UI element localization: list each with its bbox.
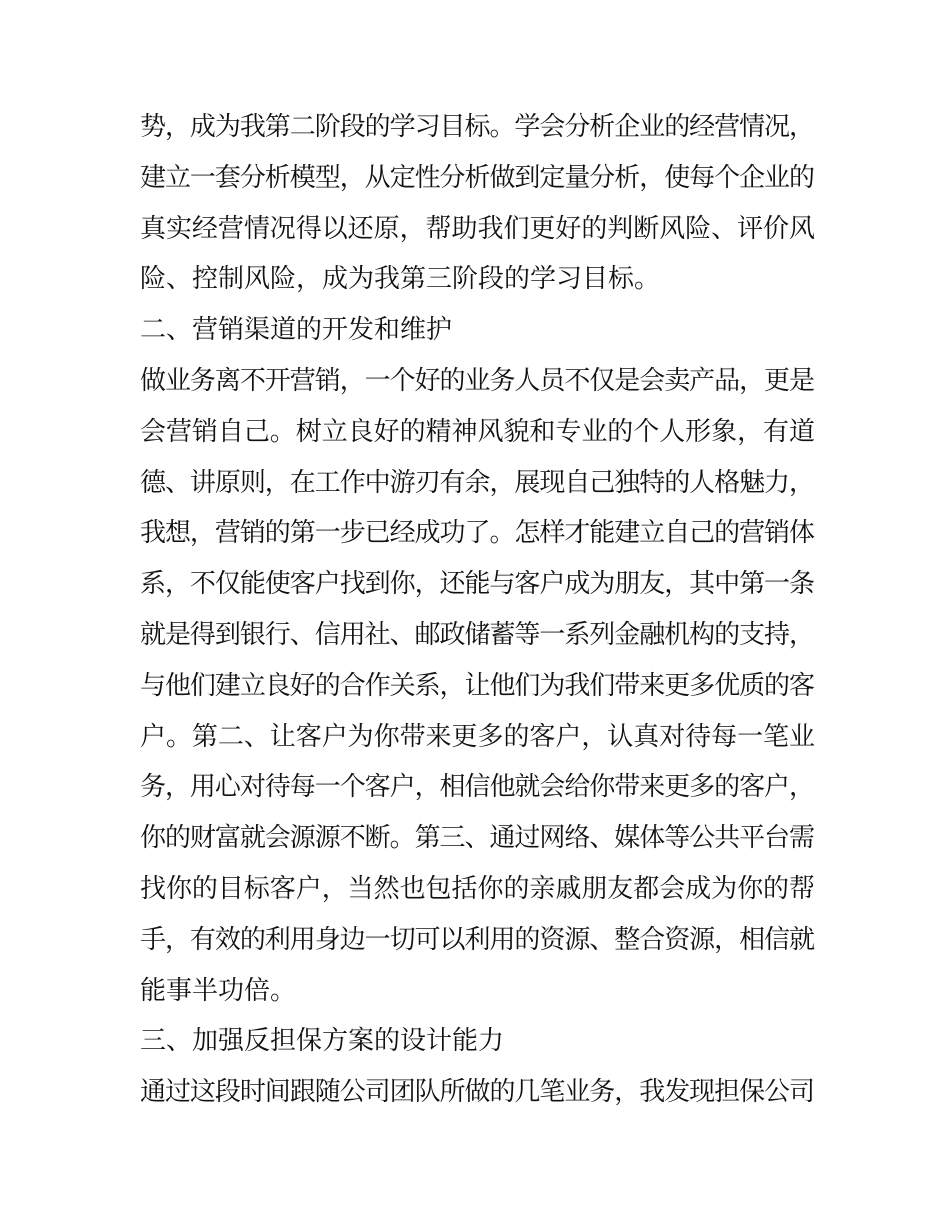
text-line: 务，用心对待每一个客户，相信他就会给你带来更多的客户， [140,772,814,803]
text-line: 三、加强反担保方案的设计能力 [140,1026,505,1057]
text-line: 我想，营销的第一步已经成功了。怎样才能建立自己的营销体 [140,518,814,549]
text-line: 你的财富就会源源不断。第三、通过网络、媒体等公共平台需 [140,823,814,854]
text-line: 德、讲原则，在工作中游刃有余，展现自己独特的人格魅力， [140,467,814,498]
text-line: 会营销自己。树立良好的精神风貌和专业的个人形象，有道 [140,416,815,447]
text-line: 二、营销渠道的开发和维护 [140,315,453,346]
text-line: 就是得到银行、信用社、邮政储蓄等一系列金融机构的支持， [140,619,814,650]
text-line: 与他们建立良好的合作关系，让他们为我们带来更多优质的客 [140,670,814,701]
text-line: 能事半功倍。 [140,975,297,1006]
text-line: 系，不仅能使客户找到你，还能与客户成为朋友，其中第一条 [140,569,814,600]
text-line: 真实经营情况得以还原，帮助我们更好的判断风险、评价风 [140,213,815,244]
text-line: 做业务离不开营销，一个好的业务人员不仅是会卖产品，更是 [140,365,814,396]
body-text [140,102,815,1118]
text-line: 手，有效的利用身边一切可以利用的资源、整合资源，相信就 [140,924,814,955]
text-line: 势，成为我第二阶段的学习目标。学会分析企业的经营情况， [140,112,814,142]
text-line: 险、控制风险，成为我第三阶段的学习目标。 [140,264,661,295]
text-line: 户。第二、让客户为你带来更多的客户，认真对待每一笔业 [140,721,815,752]
text-line: 建立一套分析模型，从定性分析做到定量分析，使每个企业的 [140,162,814,193]
text-line: 找你的目标客户，当然也包括你的亲戚朋友都会成为你的帮 [140,873,815,904]
text-line: 通过这段时间跟随公司团队所做的几笔业务，我发现担保公司 [140,1077,814,1108]
